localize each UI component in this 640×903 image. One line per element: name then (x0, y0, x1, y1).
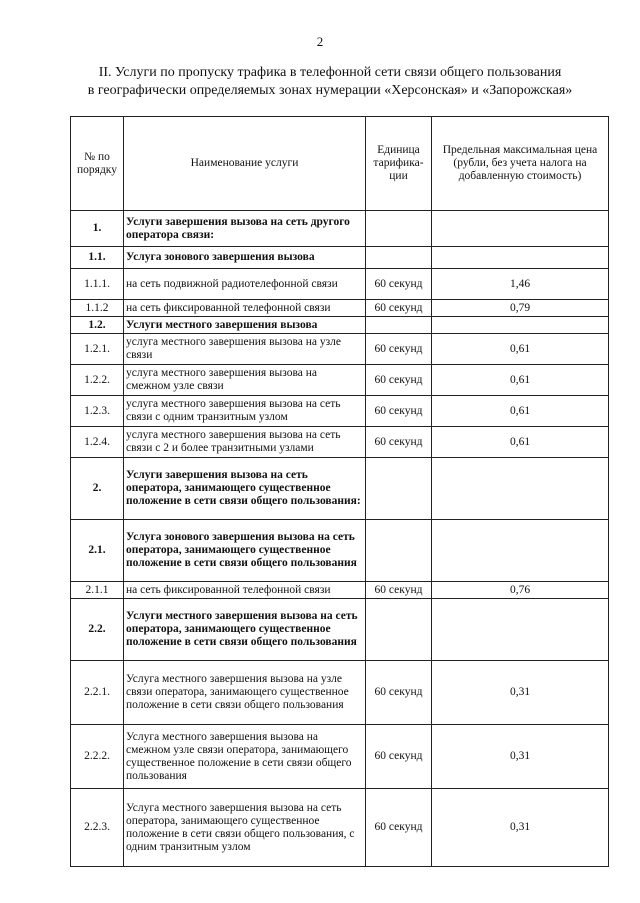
row-service-name: Услуги завершения вызова на сеть другого оператора связи: (124, 211, 366, 247)
row-number: 1.1. (71, 247, 124, 269)
row-unit: 60 секунд (366, 661, 432, 725)
row-price: 0,31 (432, 661, 609, 725)
row-unit (366, 247, 432, 269)
table-row (71, 458, 609, 520)
row-price: 0,31 (432, 789, 609, 867)
row-service-name: Услуги местного завершения вызова (124, 317, 366, 334)
table-row (71, 725, 609, 789)
row-number: 2.1. (71, 520, 124, 582)
header-number: № по порядку (71, 117, 124, 211)
row-unit: 60 секунд (366, 300, 432, 317)
table-row (71, 396, 609, 427)
table-header-row (71, 117, 609, 211)
row-number: 1.2.1. (71, 334, 124, 365)
table-row (71, 300, 609, 317)
row-price (432, 458, 609, 520)
row-service-name: Услуги завершения вызова на сеть оператора, занимающего существенное положение в сети связи общего пользования: (124, 458, 366, 520)
section-heading-line-2: в географически определяемых зонах нумерации «Херсонская» и «Запорожская» (87, 83, 573, 98)
row-unit (366, 599, 432, 661)
row-service-name: услуга местного завершения вызова на узле связи (124, 334, 366, 365)
table-row (71, 427, 609, 458)
row-service-name: Услуга зонового завершения вызова (124, 247, 366, 269)
row-unit: 60 секунд (366, 396, 432, 427)
row-number: 1.2.3. (71, 396, 124, 427)
page-number: 2 (316, 34, 324, 49)
table-row (71, 211, 609, 247)
row-price: 0,61 (432, 334, 609, 365)
row-unit: 60 секунд (366, 269, 432, 300)
row-service-name: услуга местного завершения вызова на смежном узле связи (124, 365, 366, 396)
row-number: 1. (71, 211, 124, 247)
row-service-name: Услуга зонового завершения вызова на сеть оператора, занимающего существенное положение в сети связи общего пользования (124, 520, 366, 582)
row-price (432, 247, 609, 269)
row-service-name: на сеть фиксированной телефонной связи (124, 582, 366, 599)
row-service-name: на сеть подвижной радиотелефонной связи (124, 269, 366, 300)
row-unit (366, 317, 432, 334)
section-heading (60, 64, 600, 100)
row-unit: 60 секунд (366, 725, 432, 789)
row-number: 1.1.2 (71, 300, 124, 317)
header-service-name: Наименование услуги (124, 117, 366, 211)
row-price: 0,76 (432, 582, 609, 599)
row-price (432, 599, 609, 661)
row-price: 0,31 (432, 725, 609, 789)
table-row (71, 789, 609, 867)
row-number: 2.2.3. (71, 789, 124, 867)
row-service-name: услуга местного завершения вызова на сеть связи с 2 и более транзитными узлами (124, 427, 366, 458)
row-service-name: Услуга местного завершения вызова на смежном узле связи оператора, занимающего существенное положение в сети связи общего пользования (124, 725, 366, 789)
row-unit (366, 211, 432, 247)
header-price: Предельная максимальная цена (рубли, без учета налога на добавленную стоимость) (432, 117, 609, 211)
row-price: 0,61 (432, 427, 609, 458)
row-unit: 60 секунд (366, 334, 432, 365)
row-service-name: на сеть фиксированной телефонной связи (124, 300, 366, 317)
row-unit: 60 секунд (366, 427, 432, 458)
table-row (71, 365, 609, 396)
section-heading-line-1: II. Услуги по пропуску трафика в телефонной сети связи общего пользования (98, 65, 562, 80)
row-unit: 60 секунд (366, 789, 432, 867)
row-unit (366, 520, 432, 582)
table-row (71, 247, 609, 269)
row-price (432, 211, 609, 247)
row-price (432, 317, 609, 334)
row-unit: 60 секунд (366, 582, 432, 599)
row-number: 1.1.1. (71, 269, 124, 300)
table-row (71, 269, 609, 300)
row-number: 1.2. (71, 317, 124, 334)
row-number: 2.1.1 (71, 582, 124, 599)
row-number: 2.2. (71, 599, 124, 661)
row-service-name: Услуги местного завершения вызова на сеть оператора, занимающего существенное положение в сети связи общего пользования (124, 599, 366, 661)
row-service-name: услуга местного завершения вызова на сеть связи с одним транзитным узлом (124, 396, 366, 427)
header-unit: Единица тарифика-ции (366, 117, 432, 211)
row-service-name: Услуга местного завершения вызова на сеть оператора, занимающего существенное положение в сети связи общего пользования, с одним транзитным узлом (124, 789, 366, 867)
table-row (71, 334, 609, 365)
row-unit (366, 458, 432, 520)
row-price: 0,79 (432, 300, 609, 317)
services-price-table (70, 116, 609, 867)
row-number: 2. (71, 458, 124, 520)
row-number: 2.2.2. (71, 725, 124, 789)
row-number: 1.2.4. (71, 427, 124, 458)
table-row (71, 582, 609, 599)
row-price: 0,61 (432, 396, 609, 427)
row-service-name: Услуга местного завершения вызова на узле связи оператора, занимающего существенное положение в сети связи общего пользования (124, 661, 366, 725)
row-price (432, 520, 609, 582)
table-row (71, 661, 609, 725)
row-number: 2.2.1. (71, 661, 124, 725)
row-number: 1.2.2. (71, 365, 124, 396)
table-row (71, 520, 609, 582)
table-row (71, 599, 609, 661)
table-row (71, 317, 609, 334)
row-price: 0,61 (432, 365, 609, 396)
row-unit: 60 секунд (366, 365, 432, 396)
row-price: 1,46 (432, 269, 609, 300)
